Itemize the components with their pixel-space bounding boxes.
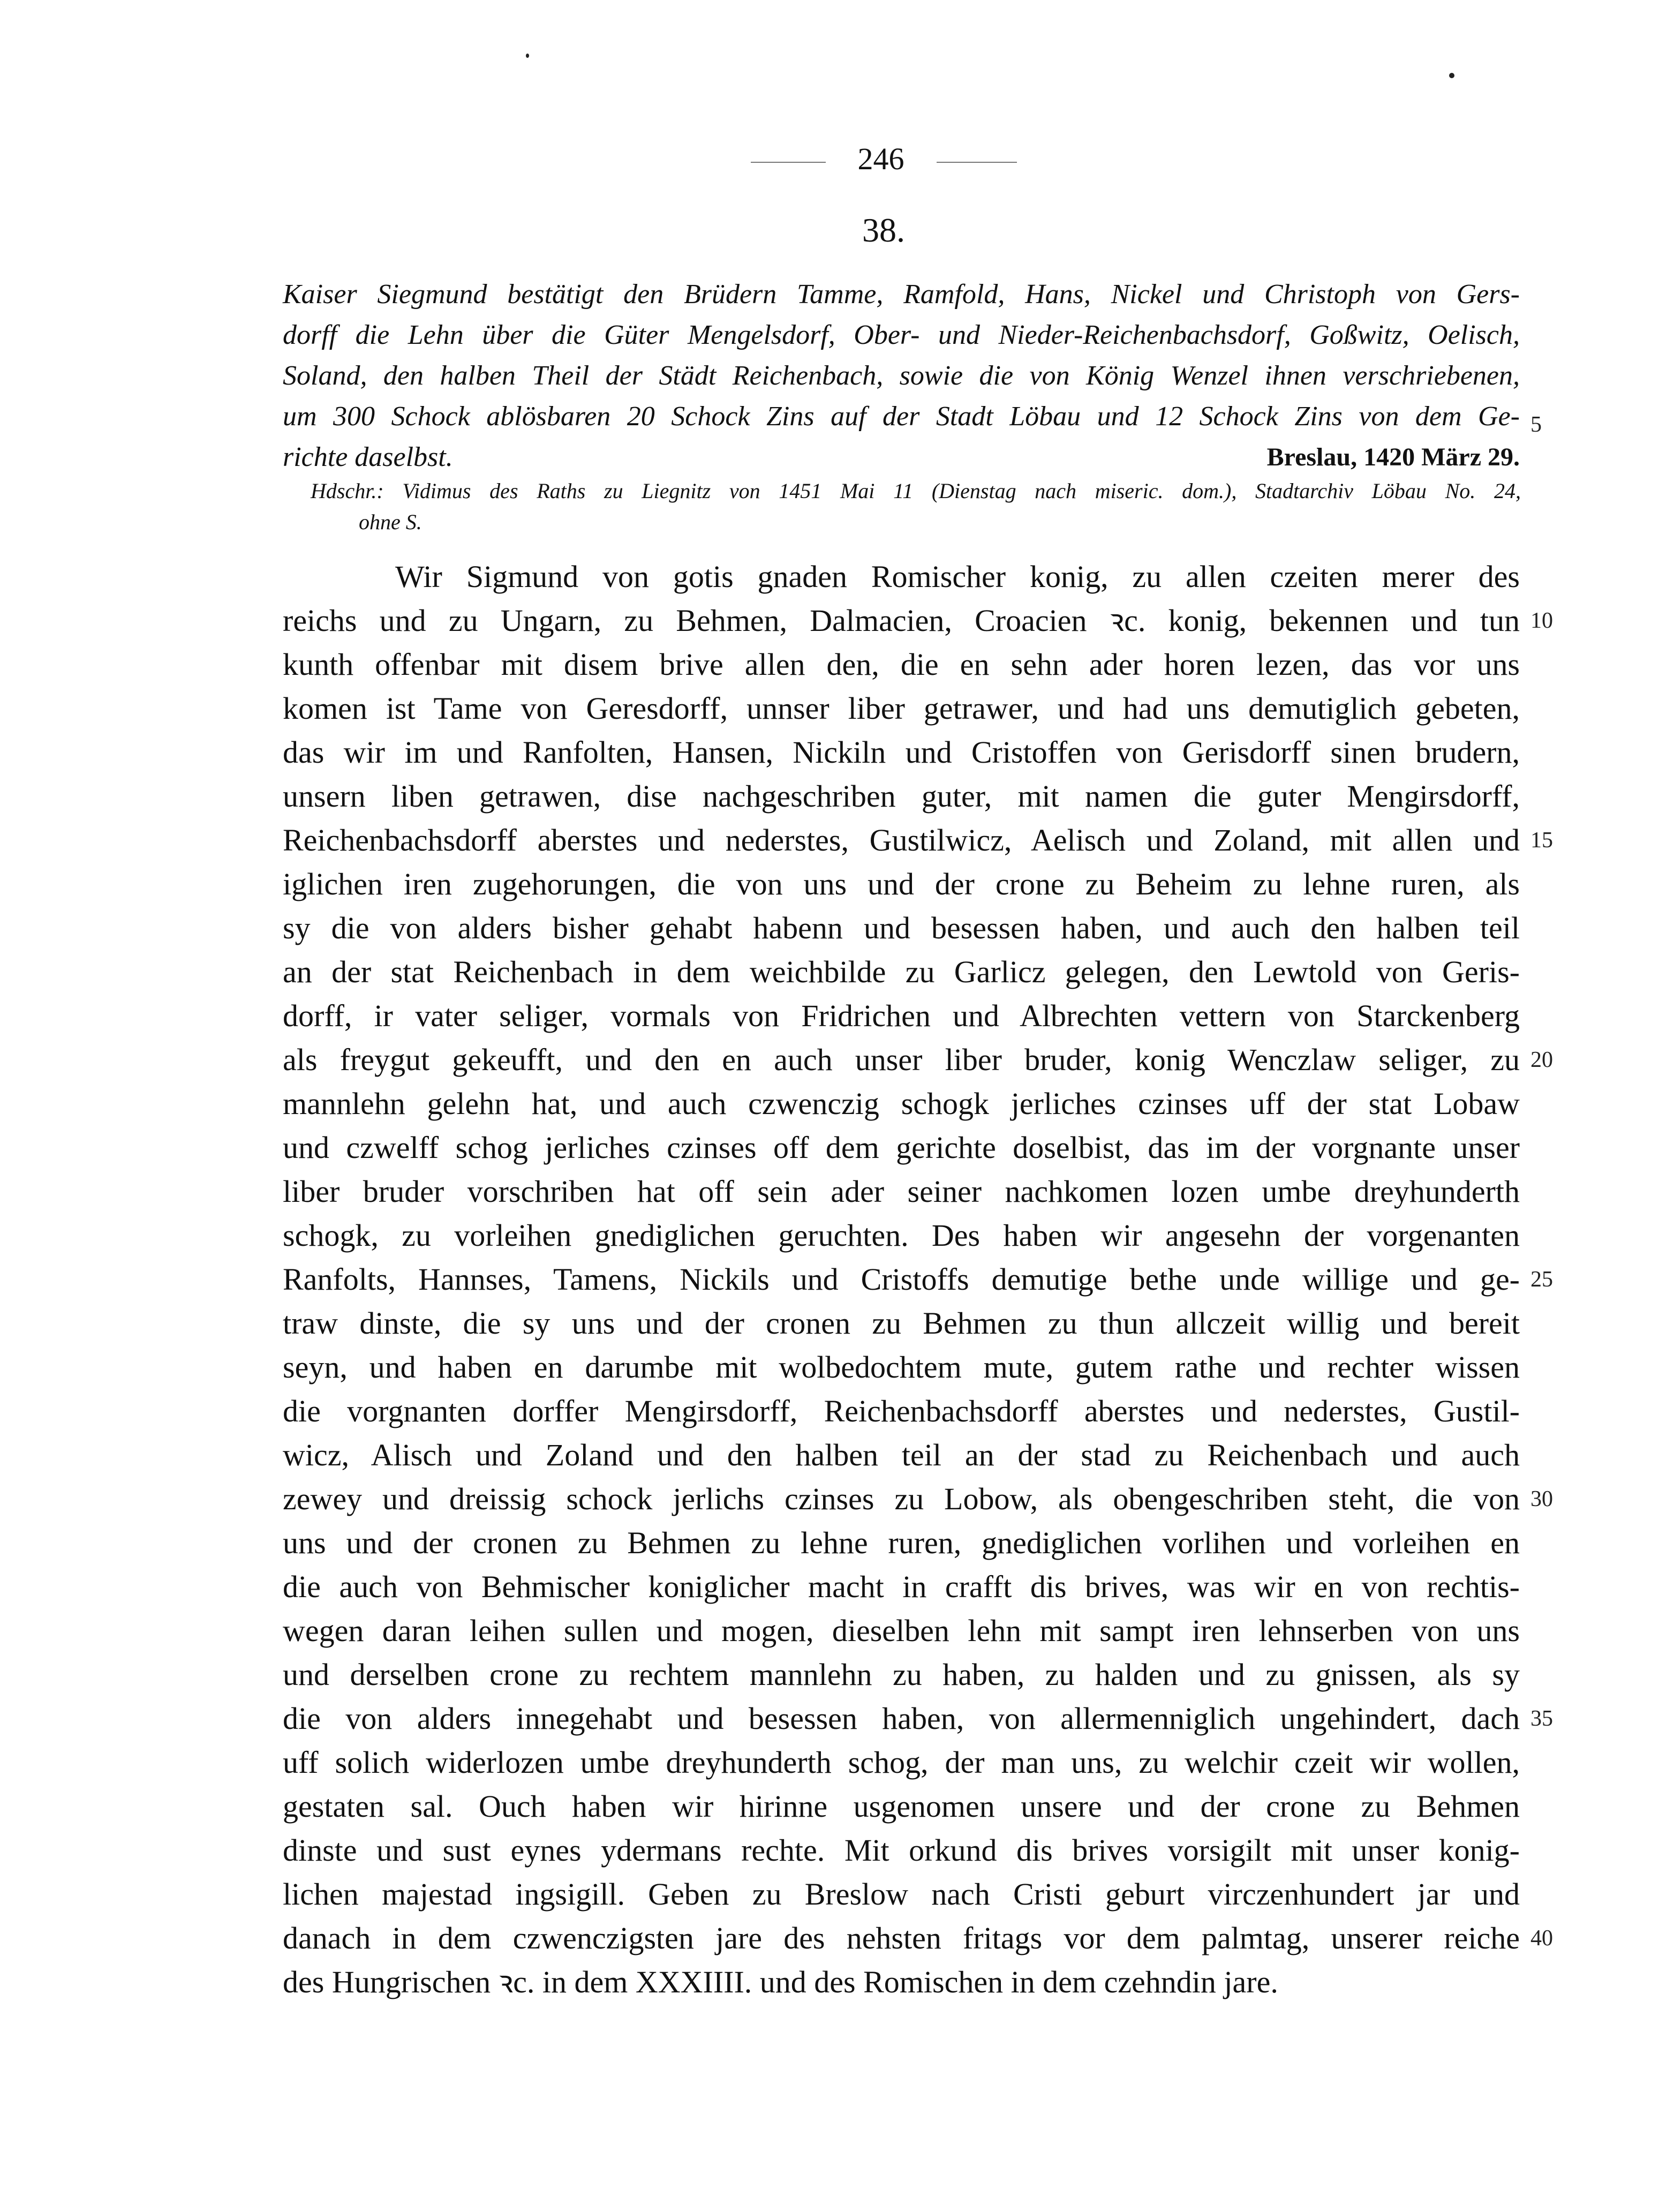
source-line: ohne S. (359, 510, 422, 534)
text-line: schogk, zu vorleihen gnediglichen geruchten. Des haben wir angesehn der vorgenanten (283, 1218, 1520, 1253)
text-line: liber bruder vorschriben hat off sein ader seiner nachkomen lozen umbe dreyhunderth (283, 1174, 1520, 1209)
text-line: dorff, ir vater seliger, vormals von Fridrichen und Albrechten vettern von Starckenberg (283, 998, 1520, 1033)
text-line: lichen majestad ingsigill. Geben zu Breslow nach Cristi geburt virczenhundert jar und (283, 1877, 1520, 1912)
text-line: an der stat Reichenbach in dem weichbilde zu Garlicz gelegen, den Lewtold von Geris- (283, 954, 1520, 989)
text-line: komen ist Tame von Geresdorff, unnser liber getrawer, und had uns demutiglich gebeten, (283, 691, 1520, 726)
text-line: zewey und dreissig schock jerlichs czinses zu Lobow, als obengeschriben steht, die von (283, 1481, 1520, 1516)
text-line: wicz, Alisch und Zoland und den halben teil an der stad zu Reichenbach und auch (283, 1438, 1520, 1472)
text-line: Ranfolts, Hannses, Tamens, Nickils und Cristoffs demutige bethe unde willige und ge- (283, 1262, 1520, 1297)
margin-line-number: 30 (1530, 1487, 1553, 1511)
regest-line: richte daselbst. (283, 442, 453, 472)
text-line: kunth offenbar mit disem brive allen den, die en sehn ader horen lezen, das vor uns (283, 647, 1520, 682)
margin-line-number: 35 (1530, 1706, 1553, 1731)
margin-line-number: 20 (1530, 1048, 1553, 1072)
regest-line: Soland, den halben Theil der Städt Reichenbach, sowie die von König Wenzel ihnen verschriebenen, (283, 360, 1520, 391)
text-line: uns und der cronen zu Behmen zu lehne ruren, gnediglichen vorlihen und vorleihen en (283, 1525, 1520, 1560)
scan-speck (1449, 73, 1454, 78)
regest-line: dorff die Lehn über die Güter Mengelsdorf, Ober- und Nieder-Reichenbachsdorf, Goßwitz, Oelisch, (283, 320, 1520, 350)
source-line: Hdschr.: Vidimus des Raths zu Liegnitz von 1451 Mai 11 (Dienstag nach miseric. dom.), Stadtarchiv Löbau No. 24, (311, 479, 1521, 503)
text-line: als freygut gekeufft, und den en auch unser liber bruder, konig Wenczlaw seliger, zu (283, 1042, 1520, 1077)
margin-line-number: 40 (1530, 1926, 1553, 1951)
text-line: danach in dem czwenczigsten jare des nehsten fritags vor dem palmtag, unserer reiche (283, 1921, 1520, 1955)
text-line: die auch von Behmischer koniglicher macht in crafft dis brives, was wir en von rechtis- (283, 1569, 1520, 1604)
text-line: dinste und sust eynes ydermans rechte. Mit orkund dis brives vorsigilt mit unser konig- (283, 1833, 1520, 1868)
text-line: traw dinste, die sy uns und der cronen zu Behmen zu thun allczeit willig und bereit (283, 1306, 1520, 1341)
text-line: die vorgnanten dorffer Mengirsdorff, Reichenbachsdorff aberstes und nederstes, Gustil- (283, 1394, 1520, 1428)
document-date: Breslau, 1420 März 29. (1266, 443, 1520, 471)
text-line: und derselben crone zu rechtem mannlehn zu haben, zu halden und zu gnissen, als sy (283, 1657, 1520, 1692)
header-rule-left (751, 162, 826, 163)
regest-line: um 300 Schock ablösbaren 20 Schock Zins auf der Stadt Löbau und 12 Schock Zins von dem Ge- (283, 401, 1520, 432)
text-line: iglichen iren zugehorungen, die von uns und der crone zu Beheim zu lehne ruren, als (283, 867, 1520, 901)
margin-line-number: 5 (1530, 412, 1542, 437)
text-line: des Hungrischen ꝛc. in dem XXXIIII. und des Romischen in dem czehndin jare. (283, 1965, 1278, 1999)
text-line: wegen daran leihen sullen und mogen, dieselben lehn mit sampt iren lehnserben von uns (283, 1613, 1520, 1648)
margin-line-number: 15 (1530, 828, 1553, 853)
regest-line: Kaiser Siegmund bestätigt den Brüdern Tamme, Ramfold, Hans, Nickel und Christoph von Gers- (283, 279, 1520, 310)
text-line: mannlehn gelehn hat, und auch czwenczig schogk jerliches czinses uff der stat Lobaw (283, 1086, 1520, 1121)
margin-line-number: 25 (1530, 1267, 1553, 1292)
text-line: sy die von alders bisher gehabt habenn und besessen haben, und auch den halben teil (283, 911, 1520, 945)
document-number: 38. (862, 211, 905, 249)
header-rule-right (937, 162, 1017, 163)
text-line: seyn, und haben en darumbe mit wolbedochtem mute, gutem rathe und rechter wissen (283, 1350, 1520, 1385)
text-line: Reichenbachsdorff aberstes und nederstes, Gustilwicz, Aelisch und Zoland, mit allen und (283, 823, 1520, 857)
scan-speck (526, 54, 529, 58)
text-line: uff solich widerlozen umbe dreyhunderth schog, der man uns, zu welchir czeit wir wollen, (283, 1745, 1520, 1780)
text-line: die von alders innegehabt und besessen haben, von allermenniglich ungehindert, dach (283, 1701, 1520, 1736)
text-line: unsern liben getrawen, dise nachgeschriben guter, mit namen die guter Mengirsdorff, (283, 779, 1520, 814)
text-line: Wir Sigmund von gotis gnaden Romischer konig, zu allen czeiten merer des (395, 559, 1520, 594)
page-number: 246 (857, 141, 904, 176)
margin-line-number: 10 (1530, 608, 1553, 633)
page-header (723, 140, 1044, 178)
text-line: gestaten sal. Ouch haben wir hirinne usgenomen unsere und der crone zu Behmen (283, 1789, 1520, 1824)
text-line: reichs und zu Ungarn, zu Behmen, Dalmacien, Croacien ꝛc. konig, bekennen und tun (283, 603, 1520, 638)
text-line: und czwelff schog jerliches czinses off dem gerichte doselbist, das im der vorgnante unser (283, 1130, 1520, 1165)
text-line: das wir im und Ranfolten, Hansen, Nickiln und Cristoffen von Gerisdorff sinen brudern, (283, 735, 1520, 770)
